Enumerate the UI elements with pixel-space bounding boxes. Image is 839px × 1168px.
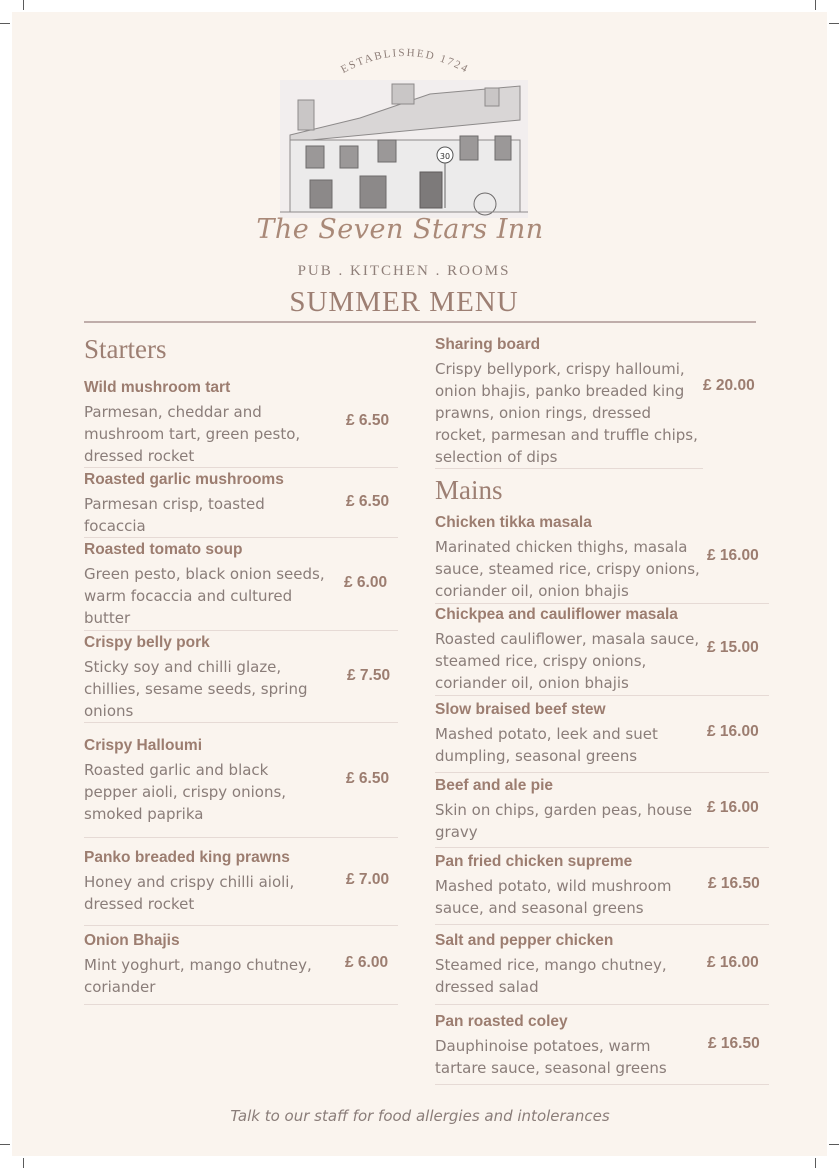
item-name: Slow braised beef stew	[435, 701, 606, 718]
title-divider	[84, 321, 756, 323]
item-divider	[84, 1004, 398, 1005]
item-price: £ 16.00	[707, 954, 759, 971]
allergy-notice: Talk to our staff for food allergies and intolerances	[230, 1107, 610, 1125]
menu-item-sharing-board	[435, 336, 769, 468]
item-name: Crispy Halloumi	[84, 737, 202, 754]
item-name: Panko breaded king prawns	[84, 849, 290, 866]
item-description: Mashed potato, leek and suet dumpling, seasonal greens	[435, 725, 658, 765]
item-price: £ 6.50	[346, 493, 390, 510]
menu-item	[84, 471, 398, 537]
item-divider	[84, 925, 398, 926]
crop-mark	[815, 1158, 816, 1168]
item-price: £ 16.00	[707, 799, 759, 816]
item-name: Sharing board	[435, 336, 541, 353]
item-description: Roasted garlic and black pepper aioli, crispy onions, smoked paprika	[84, 761, 287, 823]
menu-item	[435, 514, 769, 602]
item-description: Sticky soy and chilli glaze, chillies, sesame seeds, spring onions	[84, 658, 308, 720]
mains-heading: Mains	[435, 475, 503, 505]
crop-mark	[829, 1144, 839, 1145]
item-name: Onion Bhajis	[84, 932, 180, 949]
item-description: Crispy bellypork, crispy halloumi, onion bhajis, panko breaded king prawns, onion rings, dressed rocket, parmesan and truffle chips, selection of dips	[435, 360, 698, 466]
item-price: £ 20.00	[703, 377, 755, 394]
menu-item	[84, 379, 398, 467]
crop-mark	[0, 23, 10, 24]
item-description: Dauphinoise potatoes, warm tartare sauce, seasonal greens	[435, 1037, 667, 1077]
item-divider	[84, 837, 398, 838]
item-description: Mint yoghurt, mango chutney, coriander	[84, 956, 312, 996]
svg-text:30: 30	[439, 152, 451, 161]
item-divider	[435, 924, 769, 925]
item-price: £ 16.50	[708, 1035, 760, 1052]
menu-title: SUMMER MENU	[289, 286, 519, 318]
crop-mark	[829, 23, 839, 24]
pub-name-logo: The Seven Stars Inn	[256, 214, 544, 245]
item-divider	[435, 603, 769, 604]
item-price: £ 6.00	[345, 954, 389, 971]
menu-item	[435, 777, 769, 843]
svg-text:ESTABLISHED 1724: ESTABLISHED 1724	[338, 46, 472, 76]
menu-item	[84, 737, 398, 825]
item-price: £ 6.50	[346, 412, 390, 429]
item-divider	[435, 847, 769, 848]
menu-item	[84, 849, 398, 915]
menu-item	[435, 932, 769, 998]
item-description: Mashed potato, wild mushroom sauce, and seasonal greens	[435, 877, 672, 917]
menu-item	[84, 634, 398, 722]
item-divider	[435, 772, 769, 773]
crop-mark	[23, 0, 24, 10]
item-description: Parmesan crisp, toasted focaccia	[84, 495, 265, 535]
item-name: Roasted garlic mushrooms	[84, 471, 284, 488]
item-name: Salt and pepper chicken	[435, 932, 614, 949]
item-divider	[84, 537, 398, 538]
item-divider	[435, 695, 769, 696]
item-name: Roasted tomato soup	[84, 541, 243, 558]
item-description: Green pesto, black onion seeds, warm focaccia and cultured butter	[84, 565, 325, 627]
crop-mark	[0, 1144, 10, 1145]
menu-item	[435, 606, 769, 694]
item-price: £ 6.50	[346, 770, 390, 787]
item-divider	[435, 468, 703, 469]
menu-item	[84, 541, 398, 629]
item-divider	[435, 1084, 769, 1085]
menu-item	[435, 701, 769, 767]
item-divider	[84, 722, 398, 723]
item-name: Pan fried chicken supreme	[435, 853, 633, 870]
item-divider	[84, 630, 398, 631]
item-description: Skin on chips, garden peas, house gravy	[435, 801, 693, 841]
item-divider	[84, 467, 398, 468]
item-price: £ 6.00	[344, 574, 388, 591]
item-price: £ 16.50	[708, 875, 760, 892]
item-name: Chickpea and cauliflower masala	[435, 606, 678, 623]
item-name: Pan roasted coley	[435, 1013, 568, 1030]
starters-heading: Starters	[84, 334, 167, 364]
item-price: £ 16.00	[707, 723, 759, 740]
item-name: Beef and ale pie	[435, 777, 554, 794]
tagline: PUB . KITCHEN . ROOMS	[297, 263, 511, 279]
item-description: Parmesan, cheddar and mushroom tart, green pesto, dressed rocket	[84, 403, 301, 465]
crop-mark	[23, 1158, 24, 1168]
item-price: £ 7.00	[346, 871, 390, 888]
item-name: Crispy belly pork	[84, 634, 210, 651]
item-divider	[435, 1004, 769, 1005]
item-price: £ 7.50	[347, 667, 391, 684]
item-description: Marinated chicken thighs, masala sauce, steamed rice, crispy onions, coriander oil, onion bhajis	[435, 538, 700, 600]
item-description: Steamed rice, mango chutney, dressed salad	[435, 956, 667, 996]
menu-item	[84, 932, 398, 998]
item-description: Honey and crispy chilli aioli, dressed rocket	[84, 873, 295, 913]
item-name: Wild mushroom tart	[84, 379, 231, 396]
established-arc	[330, 38, 480, 78]
pub-sketch-image	[280, 80, 528, 218]
item-name: Chicken tikka masala	[435, 514, 592, 531]
item-description: Roasted cauliflower, masala sauce, steamed rice, crispy onions, coriander oil, onion bhajis	[435, 630, 700, 692]
item-price: £ 15.00	[707, 639, 759, 656]
crop-mark	[815, 0, 816, 10]
menu-item	[435, 853, 769, 919]
item-price: £ 16.00	[707, 547, 759, 564]
menu-item	[435, 1013, 769, 1079]
